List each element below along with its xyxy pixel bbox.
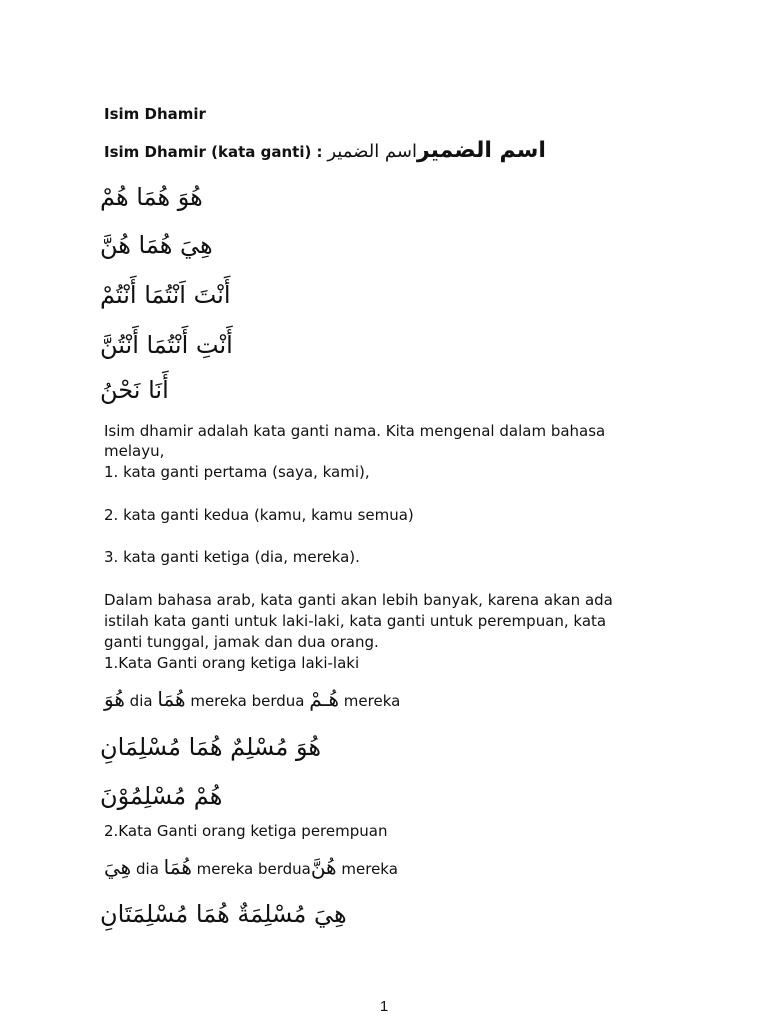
intro-line-2: melayu, [104,442,165,460]
list-item-2: 2. kata ganti kedua (kamu, kamu semua) [104,506,414,524]
paragraph-line-1: Dalam bahasa arab, kata ganti akan lebih banyak, karena akan ada [104,591,613,609]
section1-gloss-arabic-2: هُمَا [157,687,186,711]
section1-gloss-arabic-1: هُوَ [104,687,125,711]
list-item-1: 1. kata ganti pertama (saya, kami), [104,463,370,481]
section1-heading: 1.Kata Ganti orang ketiga laki-laki [104,654,360,672]
section1-gloss-text-3: mereka [343,692,401,710]
pronoun-line-5: أَنَا نَحْنُ [100,376,169,404]
section1-example-1: هُوَ مُسْلِمٌ هُمَا مُسْلِمَانِ [100,733,321,761]
section1-example-2: هُمْ مُسْلِمُوْنَ [100,782,223,810]
pronoun-line-2: هِيَ هُمَا هُنَّ [100,231,213,259]
document-title: Isim Dhamir [104,105,206,123]
pronoun-line-1: هُوَ هُمَا هُمْ [100,183,203,211]
subtitle-label: Isim Dhamir (kata ganti) : [104,143,323,161]
list-item-3: 3. kata ganti ketiga (dia, mereka). [104,548,360,566]
section1-gloss-text-2: mereka berdua [190,692,305,710]
subtitle-line [104,137,546,166]
paragraph-line-2: istilah kata ganti untuk laki-laki, kata ganti untuk perempuan, kata [104,612,607,630]
section2-gloss-text-3: mereka [341,860,398,878]
pronoun-line-4: أَنْتِ أَنْتُمَا أَنْتُنَّ [100,331,233,359]
subtitle-arabic-plain: اسم الضمير [327,141,417,162]
section2-gloss-arabic-3: هُنَّ [310,855,337,879]
section2-heading: 2.Kata Ganti orang ketiga perempuan [104,822,388,840]
section2-gloss-arabic-1: هِيَ [104,855,132,879]
pronoun-line-3: أَنْتَ اَنْتُمَا أَنْتُمْ [100,281,231,309]
page-number: 1 [379,998,389,1015]
paragraph-line-3: ganti tunggal, jamak dan dua orang. [104,633,379,651]
intro-line-1: Isim dhamir adalah kata ganti nama. Kita mengenal dalam bahasa [104,422,606,440]
section2-gloss-arabic-2: هُمَا [163,855,192,879]
section1-gloss-arabic-3: هُـمْ [309,687,339,711]
section2-gloss-text-2: mereka berdua [196,860,311,878]
section1-gloss-line [104,684,400,716]
section2-gloss-line [104,852,398,884]
section2-example-1: هِيَ مُسْلِمَةٌ هُمَا مُسْلِمَتَانِ [100,900,347,928]
section1-gloss-text-1: dia [129,692,153,710]
subtitle-arabic-bold: اسم الضمير [416,138,546,163]
section2-gloss-text-1: dia [136,860,159,878]
